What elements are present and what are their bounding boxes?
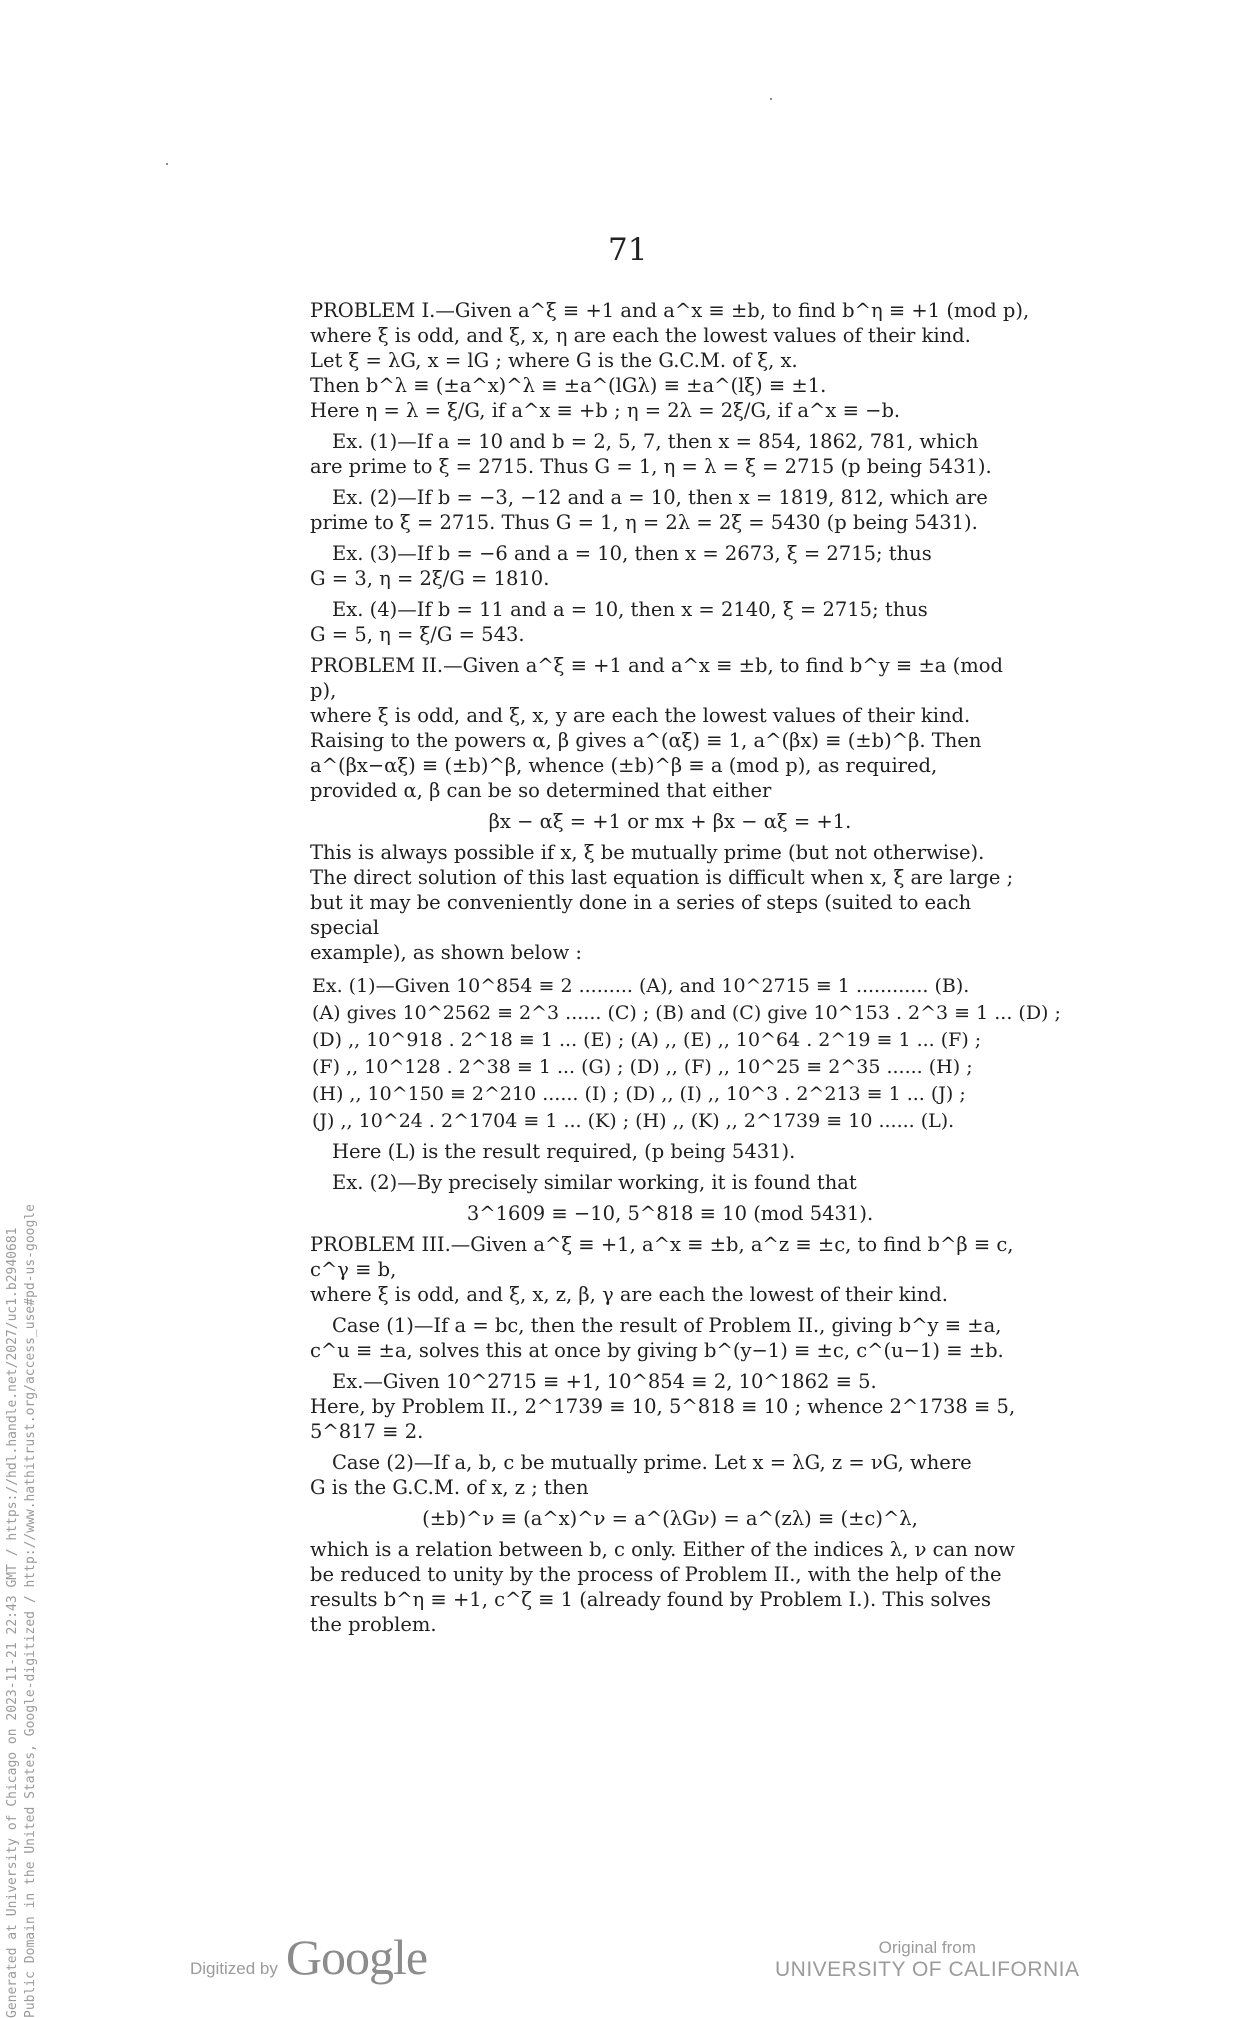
problem-3-text: PROBLEM III.—Given a^ξ ≡ +1, a^x ≡ ±b, a^z ≡ ±c, to find b^β ≡ c, c^γ ≡ b, where ξ is odd, and ξ, x, z, β, γ are each the lowest of their kind. bbox=[310, 1233, 1014, 1306]
table-row: (F) ,, 10^128 . 2^38 ≡ 1 ... (G) ; (D) ,, (F) ,, 10^25 ≡ 2^35 ...... (H) ; bbox=[312, 1056, 973, 1078]
sidebar-line: Public Domain in the United States, Google-digitized / http://www.hathitrust.org/access_use#pd-us-google bbox=[23, 1204, 38, 2018]
closing-paragraph: which is a relation between b, c only. Either of the indices λ, ν can now be reduced to unity by the process of Problem II., with the help of the results b^η ≡ +1, c^ζ ≡ 1 (already found by Problem I.). This solves the problem. bbox=[310, 1538, 1015, 1636]
steps-table bbox=[310, 973, 1063, 1135]
example-2-similar: Ex. (2)—By precisely similar working, it is found that bbox=[332, 1171, 857, 1194]
case-2: Case (2)—If a, b, c be mutually prime. Let x = λG, z = νG, where G is the G.C.M. of x, z ; then bbox=[310, 1451, 972, 1499]
problem-2-discussion: This is always possible if x, ξ be mutually prime (but not otherwise). The direct solution of this last equation is difficult when x, ξ are large ; but it may be conveniently done in a series of steps (suited to each special example), as shown below : bbox=[310, 841, 1014, 964]
case-1: Case (1)—If a = bc, then the result of Problem II., giving b^y ≡ ±a, c^u ≡ ±a, solves this at once by giving b^(y−1) ≡ ±c, c^(u−1) ≡ ±b. bbox=[310, 1314, 1004, 1362]
equation-result: 3^1609 ≡ −10, 5^818 ≡ 10 (mod 5431). bbox=[466, 1202, 874, 1225]
digitized-by-footer bbox=[190, 1928, 427, 1986]
sidebar-line: Generated at University of Chicago on 2023-11-21 22:43 GMT / https://hdl.handle.net/2027/uc1.b2940681 bbox=[5, 1227, 20, 2018]
university-label: UNIVERSITY OF CALIFORNIA bbox=[775, 1958, 1080, 1981]
speck-mark bbox=[166, 163, 168, 165]
page-body bbox=[310, 298, 1061, 1643]
example-2: Ex. (2)—If b = −3, −12 and a = 10, then x = 1819, 812, which are prime to ξ = 2715. Thus G = 1, η = 2λ = 2ξ = 5430 (p being 5431). bbox=[310, 486, 988, 534]
problem-1-text: PROBLEM I.—Given a^ξ ≡ +1 and a^x ≡ ±b, to find b^η ≡ +1 (mod p), where ξ is odd, and ξ, x, η are each the lowest values of their kind. Let ξ = λG, x = lG ; where G is the G.C.M. of ξ, x. Then b^λ ≡ (±a^x)^λ ≡ ±a^(lGλ) ≡ ±a^(lξ) ≡ ±1. Here η = λ = ξ/G, if a^x ≡ +b ; η = 2λ = 2ξ/G, if a^x ≡ −b. bbox=[310, 299, 1030, 422]
speck-mark bbox=[770, 98, 772, 100]
table-row: (H) ,, 10^150 ≡ 2^210 ...... (I) ; (D) ,, (I) ,, 10^3 . 2^213 ≡ 1 ... (J) ; bbox=[312, 1083, 966, 1105]
original-from-footer bbox=[775, 1938, 1080, 1982]
digitized-by-label: Digitized by bbox=[190, 1959, 278, 1978]
example-3: Ex. (3)—If b = −6 and a = 10, then x = 2673, ξ = 2715; thus G = 3, η = 2ξ/G = 1810. bbox=[310, 542, 932, 590]
case-1-example: Ex.—Given 10^2715 ≡ +1, 10^854 ≡ 2, 10^1862 ≡ 5. Here, by Problem II., 2^1739 ≡ 10, 5^818 ≡ 10 ; whence 2^1738 ≡ 5, 5^817 ≡ 2. bbox=[310, 1370, 1016, 1443]
table-row: (J) ,, 10^24 . 2^1704 ≡ 1 ... (K) ; (H) ,, (K) ,, 2^1739 ≡ 10 ...... (L). bbox=[312, 1110, 955, 1132]
example-1: Ex. (1)—If a = 10 and b = 2, 5, 7, then x = 854, 1862, 781, which are prime to ξ = 2715. Thus G = 1, η = λ = ξ = 2715 (p being 5431). bbox=[310, 430, 992, 478]
google-logo: Google bbox=[285, 1929, 428, 1985]
equation-condition: βx − αξ = +1 or mx + βx − αξ = +1. bbox=[488, 810, 852, 833]
table-row: Ex. (1)—Given 10^854 ≡ 2 ......... (A), and 10^2715 ≡ 1 ............ (B). bbox=[312, 975, 970, 997]
provenance-sidebar bbox=[4, 818, 40, 2018]
page-number: 71 bbox=[608, 232, 648, 268]
example-4: Ex. (4)—If b = 11 and a = 10, then x = 2140, ξ = 2715; thus G = 5, η = ξ/G = 543. bbox=[310, 598, 928, 646]
equation-relation: (±b)^ν ≡ (a^x)^ν = a^(λGν) = a^(zλ) ≡ (±c)^λ, bbox=[422, 1507, 918, 1530]
table-row: (A) gives 10^2562 ≡ 2^3 ...... (C) ; (B) and (C) give 10^153 . 2^3 ≡ 1 ... (D) ; bbox=[312, 1002, 1061, 1024]
problem-2-text: PROBLEM II.—Given a^ξ ≡ +1 and a^x ≡ ±b, to find b^y ≡ ±a (mod p), where ξ is odd, and ξ, x, y are each the lowest values of their kind. Raising to the powers α, β gives a^(αξ) ≡ 1, a^(βx) ≡ (±b)^β. Then a^(βx−αξ) ≡ (±b)^β, whence (±b)^β ≡ a (mod p), as required, provided α, β can be so determined that either bbox=[310, 654, 1003, 802]
original-from-label: Original from bbox=[878, 1938, 976, 1957]
table-row: (D) ,, 10^918 . 2^18 ≡ 1 ... (E) ; (A) ,, (E) ,, 10^64 . 2^19 ≡ 1 ... (F) ; bbox=[312, 1029, 982, 1051]
result-note: Here (L) is the result required, (p being 5431). bbox=[332, 1140, 796, 1163]
